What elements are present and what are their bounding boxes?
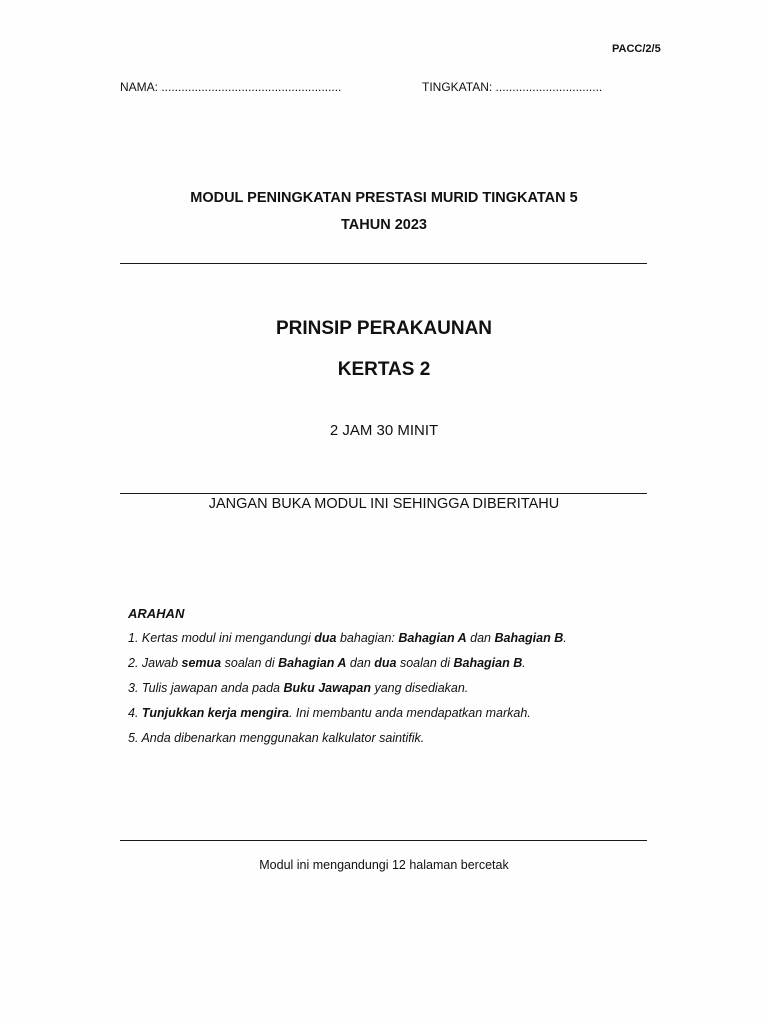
item-emphasis: Bahagian B xyxy=(494,631,564,645)
item-number: 2. xyxy=(128,656,139,670)
item-number: 3. xyxy=(128,681,139,695)
item-emphasis: Bahagian A xyxy=(278,656,347,670)
item-text: soalan di xyxy=(221,656,279,670)
instructions-heading: ARAHAN xyxy=(128,606,185,621)
subject-title: PRINSIP PERAKAUNAN xyxy=(275,318,493,339)
item-text: Tulis jawapan anda pada xyxy=(141,681,284,695)
item-emphasis: Bahagian B xyxy=(453,656,523,670)
item-text: . Ini membantu anda mendapatkan markah. xyxy=(288,706,531,720)
item-text: . xyxy=(522,656,526,670)
instruction-item xyxy=(128,729,648,754)
item-emphasis: dua xyxy=(314,631,337,645)
page-count-note: Modul ini mengandungi 12 halaman bercetak xyxy=(259,858,509,872)
duration: 2 JAM 30 MINIT xyxy=(329,422,439,439)
item-text: Jawab xyxy=(141,656,182,670)
item-text: . xyxy=(563,631,567,645)
item-text: soalan di xyxy=(396,656,454,670)
instructions xyxy=(128,606,648,754)
item-text: dan xyxy=(346,656,375,670)
instruction-item xyxy=(128,679,648,704)
instruction-item xyxy=(128,704,648,729)
divider xyxy=(120,493,647,494)
item-emphasis: Buku Jawapan xyxy=(283,681,371,695)
item-emphasis: dua xyxy=(374,656,397,670)
paper-code: PACC/2/5 xyxy=(612,43,661,55)
item-text: Anda dibenarkan menggunakan kalkulator saintifik. xyxy=(141,731,425,745)
form-field-label: TINGKATAN: ................................ xyxy=(422,80,603,94)
name-field-label: NAMA: ...................................................... xyxy=(120,80,342,94)
item-number: 1. xyxy=(128,631,139,645)
item-emphasis: semua xyxy=(181,656,222,670)
divider xyxy=(120,263,647,264)
item-text: bahagian: xyxy=(336,631,399,645)
item-number: 4. xyxy=(128,706,139,720)
item-text: yang disediakan. xyxy=(371,681,469,695)
item-text: dan xyxy=(466,631,495,645)
item-text: Kertas modul ini mengandungi xyxy=(141,631,315,645)
item-number: 5. xyxy=(128,731,139,745)
warning-text: JANGAN BUKA MODUL INI SEHINGGA DIBERITAHU xyxy=(208,496,560,512)
divider xyxy=(120,840,647,841)
module-year: TAHUN 2023 xyxy=(341,217,427,233)
module-title: MODUL PENINGKATAN PRESTASI MURID TINGKATAN 5 xyxy=(190,190,578,206)
instruction-item xyxy=(128,629,648,654)
instruction-item xyxy=(128,654,648,679)
item-emphasis: Tunjukkan kerja mengira xyxy=(141,706,289,720)
item-emphasis: Bahagian A xyxy=(398,631,467,645)
paper-title: KERTAS 2 xyxy=(337,359,431,380)
